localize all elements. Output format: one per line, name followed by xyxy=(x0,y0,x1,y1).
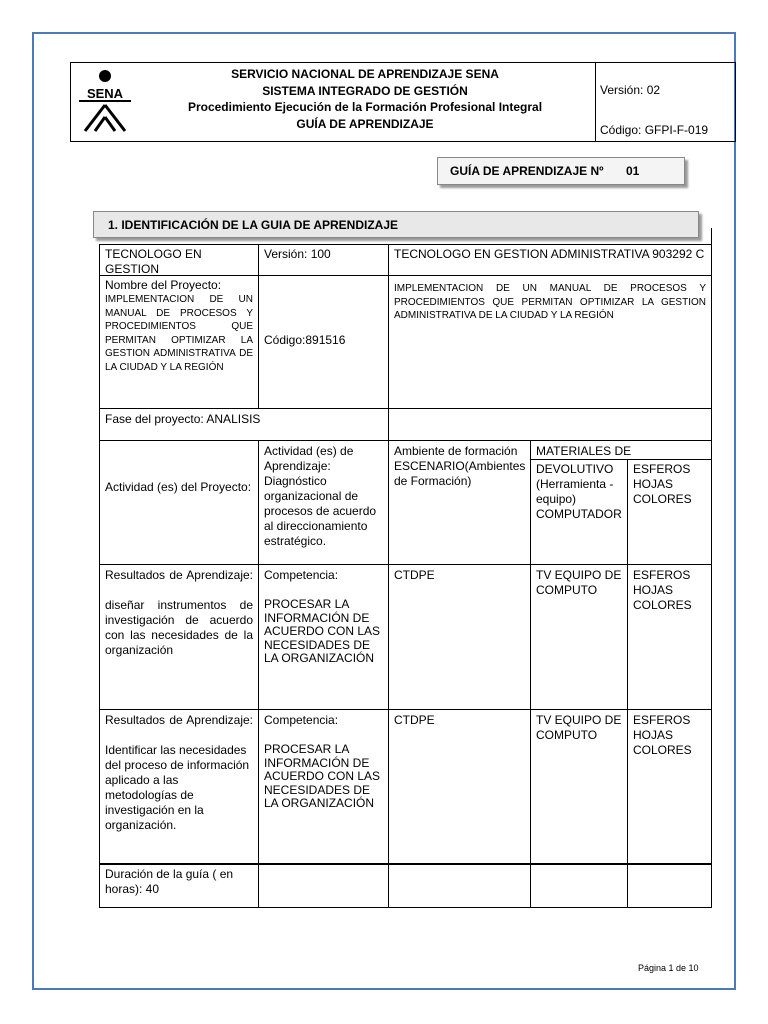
guide-number-label: GUÍA DE APRENDIZAJE Nº xyxy=(450,164,604,178)
header-meta xyxy=(595,63,738,141)
consumibles-cell: ESFEROS HOJAS COLORES xyxy=(633,462,692,506)
competency-label-2: Competencia: xyxy=(264,713,339,727)
logo-text: SENA xyxy=(86,86,124,101)
page-number: Página 1 de 10 xyxy=(638,963,699,973)
competency-label-1: Competencia: xyxy=(264,568,339,582)
environment-cell: Ambiente de formación ESCENARIO(Ambientes de Formación) xyxy=(394,444,526,488)
header-line-2: SISTEMA INTEGRADO DE GESTIÓN xyxy=(262,83,468,98)
sena-logo xyxy=(75,67,135,133)
header-line-3: Procedimiento Ejecución de la Formación Profesional Integral xyxy=(187,100,543,114)
learning-result-2-cell xyxy=(100,711,258,863)
document-header xyxy=(70,62,736,142)
devolutivo-1-cell: TV EQUIPO DE COMPUTO xyxy=(536,568,622,597)
learning-result-1-cell xyxy=(100,566,258,708)
header-line-4: GUÍA DE APRENDIZAJE xyxy=(296,116,434,131)
competency-2-cell xyxy=(259,711,388,853)
program-name-cell: TECNOLOGO EN GESTION xyxy=(105,247,202,275)
project-code-cell: Código:891516 xyxy=(264,333,346,347)
results-text-2: Identificar las necesidades del proceso de información aplicado a las metodologías de investigación en la organización. xyxy=(105,743,250,832)
section-title: 1. IDENTIFICACIÓN DE LA GUIA DE APRENDIZAJE xyxy=(108,218,399,232)
guide-number-box xyxy=(437,157,685,185)
environment-1-cell: CTDPE xyxy=(394,568,435,582)
project-name-cell xyxy=(100,276,258,408)
environment-2-cell: CTDPE xyxy=(394,713,435,727)
competency-1-cell xyxy=(259,566,388,708)
competency-text-2: PROCESAR LA INFORMACIÓN DE ACUERDO CON LAS NECESIDADES DE LA ORGANIZACIÓN xyxy=(264,742,381,810)
results-label-2: Resultados de Aprendizaje: xyxy=(105,713,253,727)
header-title-block xyxy=(135,66,595,132)
project-name-text: IMPLEMENTACION DE UN MANUAL DE PROCESOS Y PROCEDIMIENTOS QUE PERMITAN OPTIMIZAR LA GESTION ADMINISTRATIVA DE LA CIUDAD Y LA REGIÓN xyxy=(105,294,253,373)
learning-activity-cell: Actividad (es) de Aprendizaje: Diagnóstico organizacional de procesos de acuerdo al direccionamiento estratégico. xyxy=(264,444,377,548)
project-activity-cell: Actividad (es) del Proyecto: xyxy=(105,480,252,494)
project-name-right-cell: IMPLEMENTACION DE UN MANUAL DE PROCESOS Y PROCEDIMIENTOS QUE PERMITAN OPTIMIZAR LA GESTION ADMINISTRATIVA DE LA CIUDAD Y LA REGIÓN xyxy=(394,283,706,321)
project-label: Nombre del Proyecto: xyxy=(105,278,222,292)
consumibles-2-cell: ESFEROS HOJAS COLORES xyxy=(633,713,692,757)
header-code: Código: GFPI-F-019 xyxy=(600,123,709,137)
devolutivo-cell: DEVOLUTIVO (Herramienta - equipo) COMPUTADOR xyxy=(536,462,622,521)
section-title-bar xyxy=(93,211,699,238)
materials-header-cell: MATERIALES DE xyxy=(536,444,632,458)
competency-text-1: PROCESAR LA INFORMACIÓN DE ACUERDO CON LAS NECESIDADES DE LA ORGANIZACIÓN xyxy=(264,597,381,665)
consumibles-1-cell: ESFEROS HOJAS COLORES xyxy=(633,568,692,612)
results-label-1: Resultados de Aprendizaje: xyxy=(105,568,253,582)
guide-number-value: 01 xyxy=(626,164,640,178)
results-text-1: diseñar instrumentos de investigación de acuerdo con las necesidades de la organización xyxy=(105,598,253,657)
header-version: Versión: 02 xyxy=(600,83,661,97)
duration-cell: Duración de la guía ( en horas): 40 xyxy=(105,867,234,896)
project-phase-cell: Fase del proyecto: ANALISIS xyxy=(105,412,261,426)
version-cell: Versión: 100 xyxy=(264,247,331,261)
devolutivo-2-cell: TV EQUIPO DE COMPUTO xyxy=(536,713,622,742)
header-line-1: SERVICIO NACIONAL DE APRENDIZAJE SENA xyxy=(231,67,499,81)
program-code-cell: TECNOLOGO EN GESTION ADMINISTRATIVA 903292 C xyxy=(394,247,705,261)
